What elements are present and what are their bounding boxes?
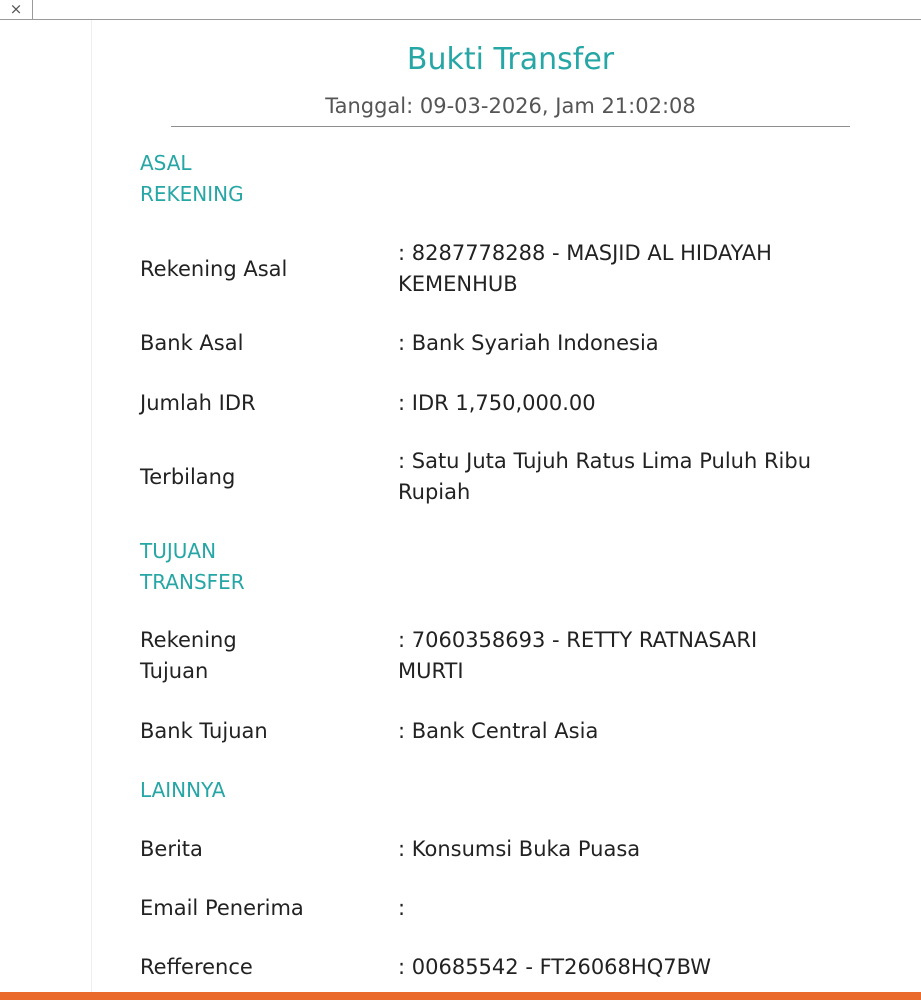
label-message: Berita [140, 837, 203, 861]
value-message: : Konsumsi Buka Puasa [398, 837, 641, 861]
bottom-accent-bar [0, 992, 921, 1000]
value-source-account: : 8287778288 - MASJID AL HIDAYAH KEMENHUB [398, 241, 772, 296]
label-source-account: Rekening Asal [140, 257, 288, 281]
label-source-bank: Bank Asal [140, 331, 244, 355]
value-amount-in-words: : Satu Juta Tujuh Ratus Lima Puluh Ribu Rupiah [398, 449, 812, 504]
value-destination-account: : 7060358693 - RETTY RATNASARI MURTI [398, 628, 758, 683]
value-destination-bank: : Bank Central Asia [398, 719, 599, 743]
receipt-date: Tanggal: 09-03-2026, Jam 21:02:08 [325, 94, 696, 118]
section-heading-source: ASAL REKENING [140, 151, 244, 206]
label-amount-in-words: Terbilang [140, 465, 236, 489]
section-heading-destination: TUJUAN TRANSFER [140, 539, 245, 594]
value-reference: : 00685542 - FT26068HQ7BW [398, 955, 712, 979]
header-divider [171, 126, 850, 127]
label-recipient-email: Email Penerima [140, 896, 304, 920]
window-top-bar [0, 0, 921, 20]
label-destination-bank: Bank Tujuan [140, 719, 268, 743]
value-source-bank: : Bank Syariah Indonesia [398, 331, 659, 355]
value-recipient-email: : [398, 896, 406, 920]
label-amount: Jumlah IDR [140, 391, 256, 415]
receipt-page [92, 20, 921, 992]
label-reference: Refference [140, 955, 253, 979]
section-heading-other: LAINNYA [140, 778, 226, 802]
label-destination-account: Rekening Tujuan [140, 628, 237, 683]
value-amount: : IDR 1,750,000.00 [398, 391, 596, 415]
close-icon[interactable]: × [0, 0, 33, 20]
receipt-title: Bukti Transfer [406, 42, 615, 77]
